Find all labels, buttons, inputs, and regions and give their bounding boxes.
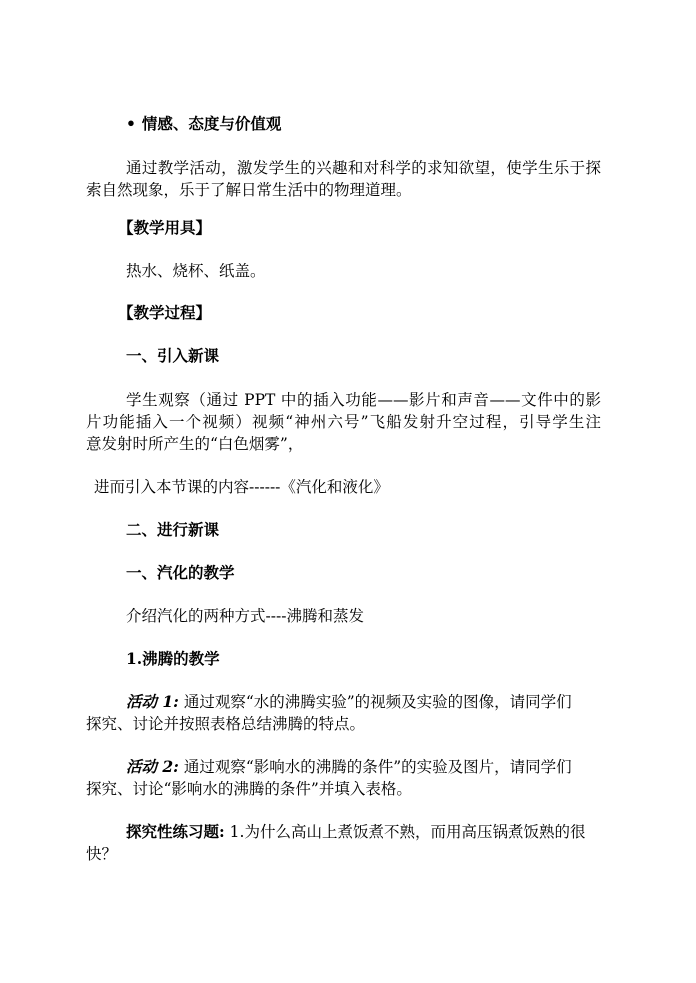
tools-list: 热水、烧杯、纸盖。 bbox=[126, 262, 266, 280]
exercise-line-1 bbox=[126, 822, 585, 842]
activity-1-line-1 bbox=[126, 692, 572, 712]
paragraph-text: 片功能插入一个视频）视频“神州六号”飞船发射升空过程，引导学生注 bbox=[86, 413, 601, 431]
activity-1-line-2: 探究、讨论并按照表格总结沸腾的特点。 bbox=[86, 715, 366, 733]
exercise-line-2: 快？ bbox=[86, 845, 118, 863]
paragraph-text: 通过教学活动，激发学生的兴趣和对科学的求知欲望，使学生乐于探 bbox=[126, 159, 601, 177]
exercise-text: 1.为什么高山上煮饭煮不熟，而用高压锅煮饭熟的很 bbox=[224, 823, 586, 841]
activity-1-text: 通过观察“水的沸腾实验”的视频及实验的图像，请同学们 bbox=[178, 693, 572, 711]
paragraph-two-ways: 介绍汽化的两种方式----沸腾和蒸发 bbox=[126, 607, 364, 625]
bullet: • bbox=[126, 114, 136, 133]
heading-teaching-tools: 【教学用具】 bbox=[118, 218, 212, 237]
activity-2-line-2: 探究、讨论“影响水的沸腾的条件”并填入表格。 bbox=[86, 780, 412, 798]
activity-2-label: 活动 2: bbox=[126, 757, 179, 776]
paragraph-observe-line-3: 意发射时所产生的“白色烟雾”， bbox=[86, 435, 304, 453]
heading-text: 情感、态度与价值观 bbox=[141, 114, 282, 133]
exercise-label: 探究性练习题: bbox=[126, 822, 225, 841]
paragraph-goal-line-1 bbox=[126, 158, 601, 178]
paragraph-lead-in: 进而引入本节课的内容------《汽化和液化》 bbox=[94, 478, 389, 496]
heading-teaching-process: 【教学过程】 bbox=[118, 303, 212, 322]
paragraph-observe-line-2 bbox=[86, 412, 601, 432]
section-heading-attitude bbox=[126, 114, 281, 134]
activity-1-label: 活动 1: bbox=[126, 692, 179, 711]
paragraph-text: 学生观察（通过 PPT 中的插入功能——影片和声音——文件中的影 bbox=[126, 391, 601, 409]
paragraph-goal-line-2: 索自然现象，乐于了解日常生活中的物理道理。 bbox=[86, 181, 412, 199]
activity-2-text: 通过观察“影响水的沸腾的条件”的实验及图片，请同学们 bbox=[178, 758, 572, 776]
paragraph-observe-line-1 bbox=[126, 390, 601, 410]
activity-2-line-1 bbox=[126, 757, 572, 777]
heading-boiling: 1.沸腾的教学 bbox=[126, 649, 220, 668]
heading-intro: 一、引入新课 bbox=[126, 346, 220, 365]
heading-vaporization: 一、汽化的教学 bbox=[126, 563, 235, 582]
heading-new-lesson: 二、进行新课 bbox=[126, 520, 220, 539]
